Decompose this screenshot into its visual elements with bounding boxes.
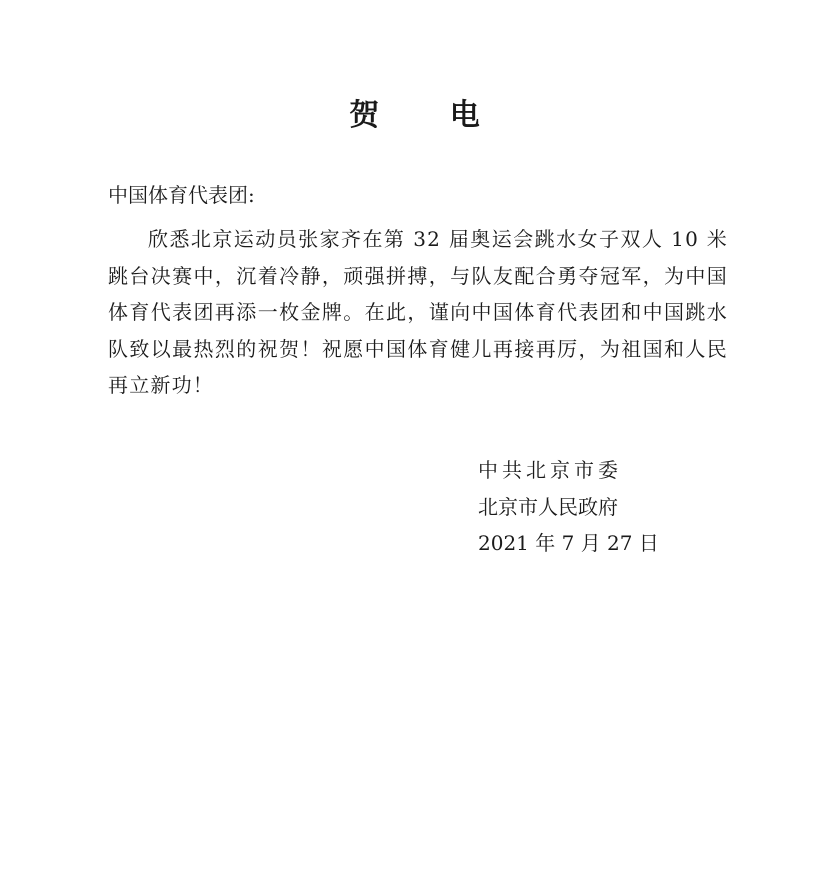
signature-block — [478, 452, 659, 562]
signature-org-government: 北京市人民政府 — [478, 494, 618, 519]
signature-org-party-committee: 中共北京市委 — [478, 458, 622, 482]
body-paragraph: 欣悉北京运动员张家齐在第 32 届奥运会跳水女子双人 10 米跳台决赛中，沉着冷静，顽强拼搏，与队友配合勇夺冠军，为中国体育代表团再添一枚金牌。在此，谨向中国体育代表团和中国跳水队致以最热烈的祝贺！祝愿中国体育健儿再接再厉，为祖国和人民再立新功！ — [108, 227, 728, 397]
signature-date: 2021 年 7 月 27 日 — [478, 531, 659, 555]
document-title: 贺 电 — [349, 98, 510, 133]
salutation: 中国体育代表团: — [108, 183, 255, 207]
